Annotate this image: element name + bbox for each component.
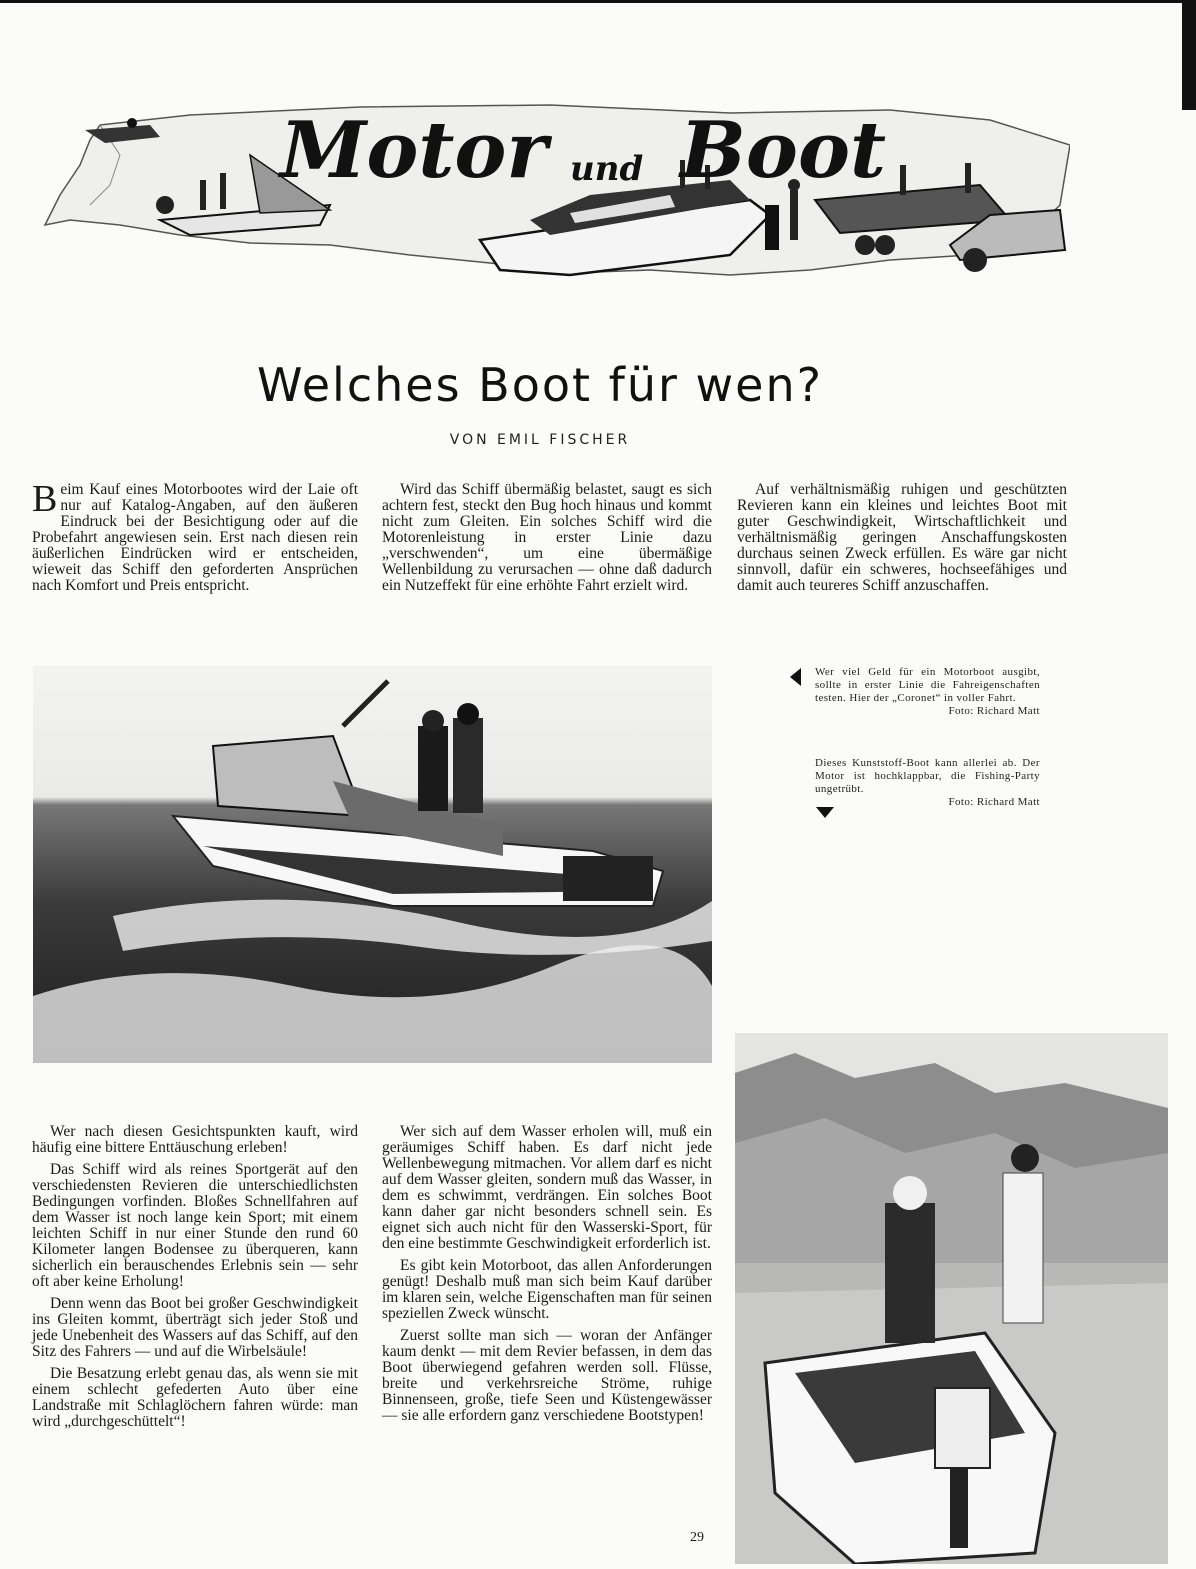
article-title: Welches Boot für wen? bbox=[256, 358, 824, 412]
paragraph: Wird das Schiff übermäßig belastet, saugt es sich achtern fest, steckt den Bug hoch hinaus und kommt nicht zum Gleiten. Ein solches Schiff wird die Motorenleistung in erster Linie dazu „verschwenden“, um eine übermäßige Wellenbildung zu verursachen — ohne daß dadurch ein Nutzeffekt für eine erhöhte Fahrt erzielt wird. bbox=[382, 481, 712, 594]
masthead-word-motor: Motor bbox=[280, 105, 548, 196]
masthead-illustration bbox=[30, 85, 1070, 285]
drop-cap: B bbox=[32, 478, 58, 520]
speedboat-photo-image bbox=[33, 666, 712, 1063]
paragraph: Das Schiff wird als reines Sportgerät auf den verschiedensten Revieren die unterschiedlichsten Bedingungen vorfinden. Bloßes Schnellfahren auf dem Wasser ist noch lange kein Sport; mit einem leichten Schiff in nur einer Stunde den rund 60 Kilometer langen Bodensee zu überqueren, kann sicherlich ein berauschendes Erlebnis sein — sehr oft aber keine Erholung! bbox=[32, 1161, 358, 1290]
caption-text: Dieses Kunststoff-Boot kann allerlei ab. Der Motor ist hochklappbar, die Fishing-Party ungetrübt. bbox=[815, 757, 1040, 795]
photo-caption-1 bbox=[815, 666, 1040, 718]
paragraph: Wer nach diesen Gesichtspunkten kauft, wird häufig eine bittere Enttäuschung erleben! bbox=[32, 1123, 358, 1156]
photo-credit: Foto: Richard Matt bbox=[948, 796, 1040, 808]
fishing-boat-photo-image bbox=[735, 1033, 1168, 1564]
intro-paragraph bbox=[32, 478, 358, 594]
caption-pointer-left-icon bbox=[790, 668, 801, 686]
paragraph: Zuerst sollte man sich — woran der Anfänger kaum denkt — mit dem Revier befassen, in dem das Boot überwiegend gefahren werden soll. Flüsse, breite und verkehrsreiche Ströme, ruhige Binnenseen, große, tiefe Seen und Küstengewässer — sie alle erfordern ganz verschiedene Bootstypen! bbox=[382, 1327, 712, 1424]
photo-credit: Foto: Richard Matt bbox=[948, 705, 1040, 717]
text-column-4 bbox=[32, 1124, 358, 1436]
paragraph: Wer sich auf dem Wasser erholen will, muß ein geräumiges Schiff haben. Es darf nicht jede Wellenbewegung mitmachen. Vor allem darf es nicht auf dem Wasser gleiten, sondern muß das Wasser, in dem es schwimmt, verdrängen. Ein solches Boot kann daher gar nicht besonders schnell sein. Es eignet sich auch nicht für den Wasserski-Sport, für den eine bestimmte Geschwindigkeit erforderlich ist. bbox=[382, 1123, 712, 1252]
intro-text: eim Kauf eines Motorbootes wird der Laie oft nur auf Katalog-Angaben, auf den äußeren Eindruck bei der Besichtigung oder auf die Probefahrt angewiesen sein. Erst nach diesen rein äußerlichen Eindrücken wird er entscheiden, wieweit das Schiff den geforderten Ansprüchen nach Komfort und Preis entspricht. bbox=[32, 481, 358, 594]
photo-caption-2 bbox=[815, 757, 1040, 809]
speedboat-photo bbox=[33, 666, 712, 1063]
fishing-boat-photo bbox=[735, 1033, 1168, 1564]
page-number: 29 bbox=[690, 1530, 704, 1545]
text-column-5 bbox=[382, 1124, 712, 1430]
paragraph: Es gibt kein Motorboot, das allen Anforderungen genügt! Deshalb muß man sich beim Kauf darüber im klaren sein, welche Eigenschaften man für seinen speziellen Zweck wünscht. bbox=[382, 1257, 712, 1322]
caption-text: Wer viel Geld für ein Motorboot ausgibt, sollte in erster Linie die Fahreigenschaften testen. Hier der „Coronet“ in voller Fahrt. bbox=[815, 666, 1040, 704]
masthead-banner bbox=[30, 85, 1070, 285]
paragraph: Denn wenn das Boot bei großer Geschwindigkeit ins Gleiten kommt, überträgt sich jeder Stoß und jede Unebenheit des Wassers auf das Schiff, auf den Sitz des Fahrers — und auf die Wirbelsäule! bbox=[32, 1295, 358, 1360]
caption-pointer-down-icon bbox=[816, 807, 834, 818]
page-top-edge bbox=[0, 0, 1196, 3]
paragraph: Die Besatzung erlebt genau das, als wenn sie mit einem schlecht gefederten Auto über eine Landstraße mit Schlaglöchern fahren würde: man wird „durchgeschüttelt“! bbox=[32, 1365, 358, 1430]
text-column-3 bbox=[737, 482, 1067, 600]
page-right-edge bbox=[1182, 0, 1196, 110]
masthead-word-boot: Boot bbox=[680, 105, 887, 196]
article-byline: VON EMIL FISCHER bbox=[449, 432, 631, 448]
paragraph: Auf verhältnismäßig ruhigen und geschützten Revieren kann ein kleines und leichtes Boot mit guter Geschwindigkeit, Wirtschaftlichkeit und verhältnismäßig geringen Anschaffungskosten durchaus seinen Zweck erfüllen. Es wäre gar nicht sinnvoll, dafür ein schweres, hochseefähiges und damit auch teureres Schiff anzuschaffen. bbox=[737, 481, 1067, 594]
text-column-1 bbox=[32, 478, 358, 600]
text-column-2 bbox=[382, 482, 712, 600]
masthead-word-und: und bbox=[570, 149, 644, 189]
